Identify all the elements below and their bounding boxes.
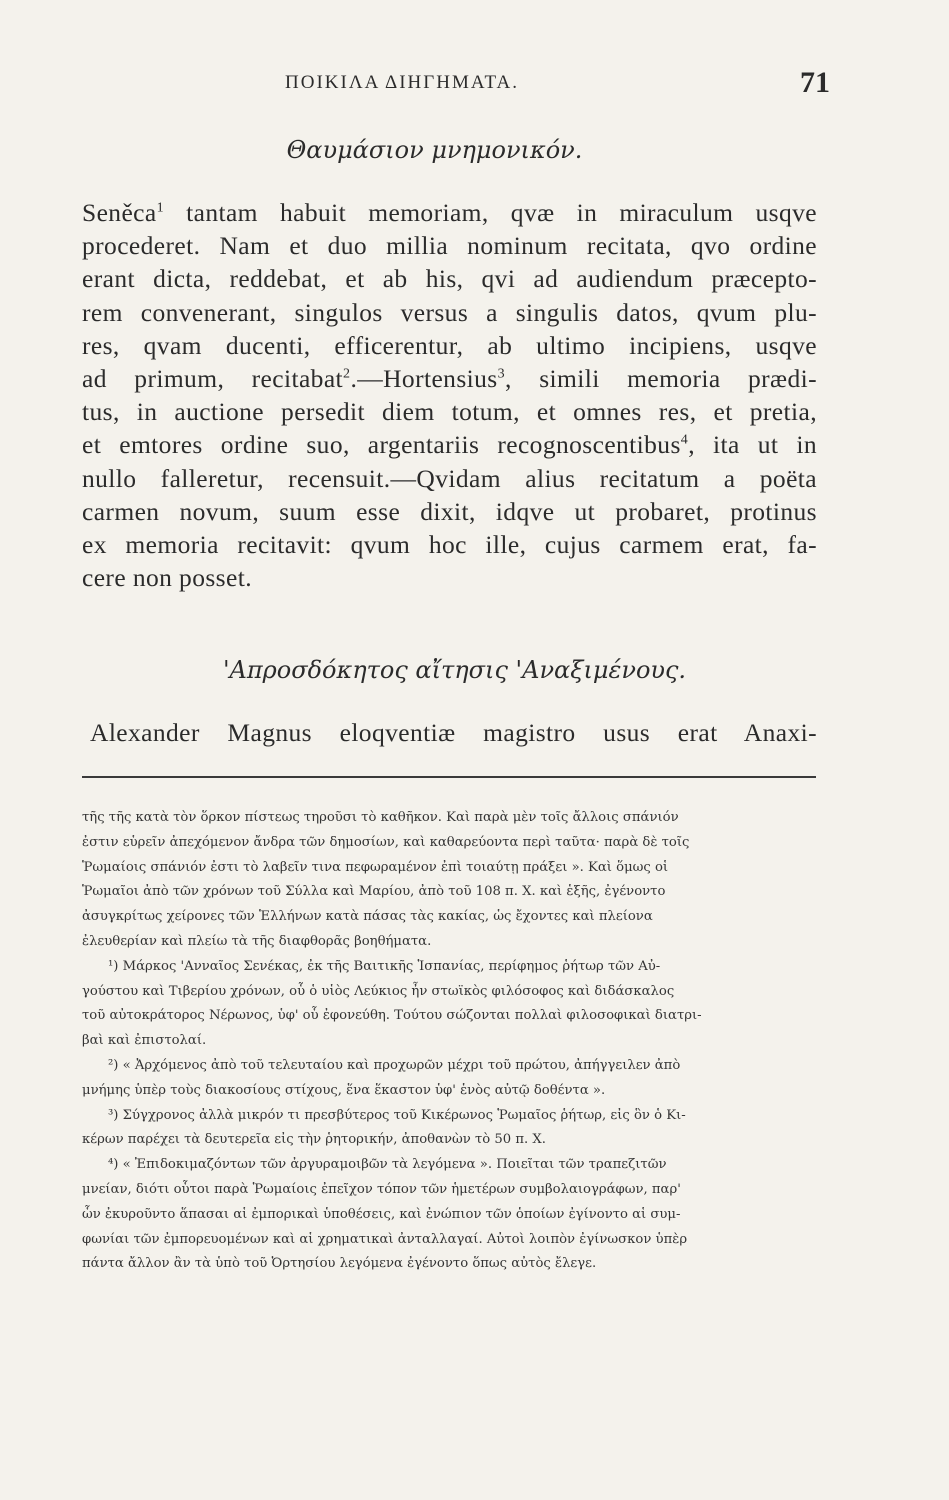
footnote-ref: 1 bbox=[156, 200, 165, 216]
page-header bbox=[90, 66, 830, 106]
text-line: Alexander Magnus eloqventiæ magistro usus erat Anaxi- bbox=[90, 718, 817, 747]
footnote-ref: 3 bbox=[497, 366, 506, 382]
text-line: rem convenerant, singulos versus a singulis datos, qvum plu- bbox=[82, 297, 817, 327]
text-line: procederet. Nam et duo millia nominum recitata, qvo ordine bbox=[82, 231, 817, 261]
footnote-line: ὧν ἐκυροῦντο ἅπασαι αἱ ἐμπορικαὶ ὑποθέσεις, καὶ ἐνώπιον τῶν ὁποίων ἐγίνοντο αἱ συμ- bbox=[82, 1206, 681, 1222]
text-line: ad primum, recitabat$^2$.—Hortensius$^3$, simili memoria prædi- bbox=[82, 364, 817, 394]
text-line: et emtores ordine suo, argentariis recognoscentibus$^4$, ita ut in bbox=[82, 430, 817, 460]
footnote-line: τῆς τῆς κατὰ τὸν ὅρκον πίστεως τηροῦσι τὸ καθῆκον. Καὶ παρὰ μὲν τοῖς ἄλλοις σπάνιόν bbox=[82, 810, 679, 825]
section-title-anaximenes: 'Απροσδόκητος αἴτησις 'Αναξιμένους. bbox=[222, 656, 687, 684]
text-line: Seněca$^1$ tantam habuit memoriam, qvæ in miraculum usqve bbox=[82, 198, 817, 227]
footnote-1 bbox=[82, 955, 822, 1054]
text-line: erant dicta, reddebat, et ab his, qvi ad audiendum præcepto- bbox=[82, 264, 817, 294]
footnote-2 bbox=[82, 1054, 822, 1104]
footnote-4 bbox=[82, 1153, 822, 1277]
footnote-line: βαὶ καὶ ἐπιστολαί. bbox=[82, 1033, 207, 1049]
text-line: tus, in auctione persedit diem totum, et omnes res, et pretia, bbox=[82, 397, 817, 427]
footnote-3 bbox=[82, 1104, 822, 1154]
footnote-line: ⁴) « Ἐπιδοκιμαζόντων τῶν ἀργυραμοιβῶν τὰ λεγόμενα ». Ποιεῖται τῶν τραπεζιτῶν bbox=[108, 1157, 667, 1173]
paragraph-alexander bbox=[82, 716, 817, 749]
text-line: ex memoria recitavit: qvum hoc ille, cujus carmem erat, fa- bbox=[82, 530, 817, 560]
footnote-line: τοῦ αὐτοκράτορος Νέρωνος, ὑφ' οὗ ἐφονεύθη. Τούτου σώζονται πολλαὶ φιλοσοφικαὶ διατρι- bbox=[82, 1008, 702, 1024]
footnote-line: Ῥωμαῖοι ἀπὸ τῶν χρόνων τοῦ Σύλλα καὶ Μαρίου, ἀπὸ τοῦ 108 π. Χ. καὶ ἑξῆς, ἐγένοντο bbox=[82, 884, 666, 900]
running-title: ΠΟΙΚΙΛΑ ΔΙΗΓΗΜΑΤΑ. bbox=[285, 72, 520, 93]
footnotes bbox=[82, 806, 822, 1277]
text-line: nullo falleretur, recensuit.—Qvidam alius recitatum a poëta bbox=[82, 463, 817, 493]
section-title-memory: Θαυμάσιον μνημονικόν. bbox=[286, 136, 583, 164]
text-line: res, qvam ducenti, efficerentur, ab ultimo incipiens, usqve bbox=[82, 330, 817, 360]
text-line: carmen novum, suum esse dixit, idqve ut probaret, protinus bbox=[82, 496, 817, 526]
footnote-line: ³) Σύγχρονος ἀλλὰ μικρόν τι πρεσβύτερος τοῦ Κικέρωνος Ῥωμαῖος ῥήτωρ, εἰς ὃν ὁ Κι- bbox=[108, 1107, 686, 1123]
footnote-ref: 4 bbox=[680, 432, 689, 448]
footnote-line: ²) « Ἀρχόμενος ἀπὸ τοῦ τελευταίου καὶ προχωρῶν μέχρι τοῦ πρώτου, ἀπήγγειλεν ἀπὸ bbox=[108, 1057, 681, 1073]
footnote-line: ἐστιν εὑρεῖν ἀπεχόμενον ἄνδρα τῶν δημοσίων, καὶ καθαρεύοντα περὶ ταῦτα· παρὰ δὲ τοῖς bbox=[82, 834, 690, 850]
page-number: 71 bbox=[800, 66, 830, 99]
footnote-line: κέρων παρέχει τὰ δευτερεῖα εἰς τὴν ῥητορικήν, ἀποθανὼν τὸ 50 π. Χ. bbox=[82, 1132, 547, 1148]
footnote-line: Ῥωμαίοις σπάνιόν ἐστι τὸ λαβεῖν τινα πεφωραμένον ἐπὶ τοιαύτῃ πράξει ». Καὶ ὅμως οἱ bbox=[82, 859, 669, 875]
footnote-line: ἀσυγκρίτως χείρονες τῶν Ἑλλήνων κατὰ πάσας τὰς κακίας, ὡς ἔχοντες καὶ πλείονα bbox=[82, 909, 653, 925]
footnote-ref: 2 bbox=[343, 366, 351, 382]
footnote-divider bbox=[82, 776, 816, 778]
text-line: cere non posset. bbox=[82, 563, 252, 593]
footnote-line: ἐλευθερίαν καὶ πλείω τὰ τῆς διαφθορᾶς βοηθήματα. bbox=[82, 933, 432, 949]
footnote-line: γούστου καὶ Τιβερίου χρόνων, οὗ ὁ υἱὸς Λεύκιος ἦν στωϊκὸς φιλόσοφος καὶ διδάσκαλος bbox=[82, 983, 675, 999]
footnote-line: πάντα ἄλλον ἂν τὰ ὑπὸ τοῦ Ὀρτησίου λεγόμενα ἐγένοντο ὅπως αὐτὸς ἔλεγε. bbox=[82, 1256, 597, 1272]
paragraph-memory bbox=[82, 196, 817, 594]
footnote-line: μνείαν, διότι οὗτοι παρὰ Ῥωμαίοις ἐπεῖχον τόπον τῶν ἡμετέρων συμβολαιογράφων, παρ' bbox=[82, 1181, 681, 1197]
footnote-line: ¹) Μάρκος 'Ανναῖος Σενέκας, ἐκ τῆς Βαιτικῆς Ἱσπανίας, περίφημος ῥήτωρ τῶν Αὐ- bbox=[108, 958, 661, 974]
footnote-line: μνήμης ὑπὲρ τοὺς διακοσίους στίχους, ἕνα ἕκαστον ὑφ' ἑνὸς αὐτῷ δοθέντα ». bbox=[82, 1082, 606, 1098]
footnote-line: φωνίαι τῶν ἐμπορευομένων καὶ αἱ χρηματικαὶ ἀνταλλαγαί. Αὐτοὶ λοιπὸν ἐγίνωσκον ὑπὲρ bbox=[82, 1231, 688, 1247]
